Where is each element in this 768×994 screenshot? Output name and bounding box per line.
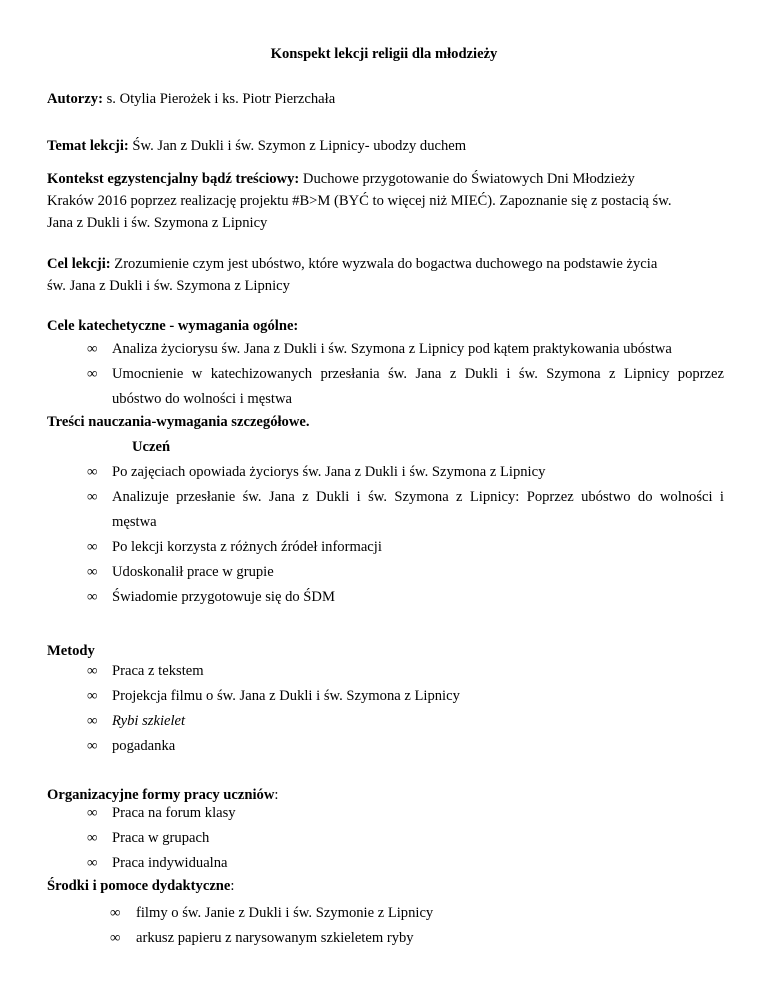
bullet-symbol: ∞	[87, 713, 98, 729]
forms-colon: :	[274, 787, 279, 803]
catechetical-goals-heading: Cele katechetyczne - wymagania ogólne:	[47, 318, 299, 334]
list-item: arkusz papieru z narysowanym szkieletem ryby	[136, 930, 414, 946]
goal-line-1	[47, 256, 657, 273]
list-item: Analizuje przesłanie św. Jana z Dukli i św. Szymona z Lipnicy: Poprzez ubóstwo do wolności i	[112, 489, 724, 505]
context-line-2: Kraków 2016 poprzez realizację projektu #B>M (BYĆ to więcej niż MIEĆ). Zapoznanie się z postacią św.	[47, 193, 672, 209]
goal-value: Zrozumienie czym jest ubóstwo, które wyzwala do bogactwa duchowego na podstawie życia	[114, 256, 658, 272]
aids-heading: Środki i pomoce dydaktyczne	[47, 878, 231, 894]
bullet-symbol: ∞	[87, 464, 98, 480]
list-item-continuation: męstwa	[112, 514, 157, 530]
list-item: Po zajęciach opowiada życiorys św. Jana z Dukli i św. Szymona z Lipnicy	[112, 464, 546, 480]
bullet-symbol: ∞	[87, 564, 98, 580]
forms-heading-line	[47, 787, 278, 804]
list-item: Projekcja filmu o św. Jana z Dukli i św. Szymona z Lipnicy	[112, 688, 460, 704]
list-item: Praca w grupach	[112, 830, 210, 846]
context-line-3: Jana z Dukli i św. Szymona z Lipnicy	[47, 215, 268, 231]
authors-label: Autorzy:	[47, 91, 103, 107]
aids-colon: :	[230, 878, 235, 894]
context-label: Kontekst egzystencjalny bądź treściowy:	[47, 171, 300, 187]
bullet-symbol: ∞	[87, 341, 98, 357]
bullet-symbol: ∞	[87, 589, 98, 605]
bullet-symbol: ∞	[87, 830, 98, 846]
detailed-requirements-heading: Treści nauczania-wymagania szczegółowe.	[47, 414, 310, 430]
context-line-1	[47, 171, 635, 188]
list-item: Świadomie przygotowuje się do ŚDM	[112, 589, 335, 605]
bullet-symbol: ∞	[87, 366, 98, 382]
topic-value: Św. Jan z Dukli i św. Szymon z Lipnicy- ubodzy duchem	[132, 138, 467, 154]
list-item: filmy o św. Janie z Dukli i św. Szymonie z Lipnicy	[136, 905, 434, 921]
bullet-symbol: ∞	[87, 489, 98, 505]
bullet-symbol: ∞	[110, 905, 121, 921]
authors-line	[47, 91, 335, 108]
topic-line	[47, 138, 466, 155]
forms-heading: Organizacyjne formy pracy uczniów	[47, 787, 275, 803]
authors-value: s. Otylia Pierożek i ks. Piotr Pierzchała	[106, 91, 336, 107]
bullet-symbol: ∞	[87, 688, 98, 704]
aids-heading-line	[47, 878, 234, 895]
document-title: Konspekt lekcji religii dla młodzieży	[270, 46, 498, 62]
bullet-symbol: ∞	[110, 930, 121, 946]
list-item: Praca z tekstem	[112, 663, 204, 679]
bullet-symbol: ∞	[87, 539, 98, 555]
list-item: Analiza życiorysu św. Jana z Dukli i św. Szymona z Lipnicy pod kątem praktykowania ubóstwa	[112, 341, 672, 357]
list-item: pogadanka	[112, 738, 176, 754]
bullet-symbol: ∞	[87, 738, 98, 754]
methods-heading: Metody	[47, 643, 95, 659]
list-item: Po lekcji korzysta z różnych źródeł informacji	[112, 539, 382, 555]
bullet-symbol: ∞	[87, 663, 98, 679]
topic-label: Temat lekcji:	[47, 138, 129, 154]
list-item: Umocnienie w katechizowanych przesłania św. Jana z Dukli i św. Szymona z Lipnicy poprzez	[112, 366, 724, 382]
bullet-symbol: ∞	[87, 805, 98, 821]
goal-label: Cel lekcji:	[47, 256, 111, 272]
list-item: Praca na forum klasy	[112, 805, 236, 821]
bullet-symbol: ∞	[87, 855, 98, 871]
list-item: Praca indywidualna	[112, 855, 228, 871]
list-item-continuation: ubóstwo do wolności i męstwa	[112, 391, 292, 407]
student-subheading: Uczeń	[132, 439, 171, 455]
goal-line-2: św. Jana z Dukli i św. Szymona z Lipnicy	[47, 278, 290, 294]
list-item: Rybi szkielet	[112, 713, 186, 729]
context-value: Duchowe przygotowanie do Światowych Dni Młodzieży	[302, 171, 635, 187]
list-item: Udoskonalił prace w grupie	[112, 564, 274, 580]
